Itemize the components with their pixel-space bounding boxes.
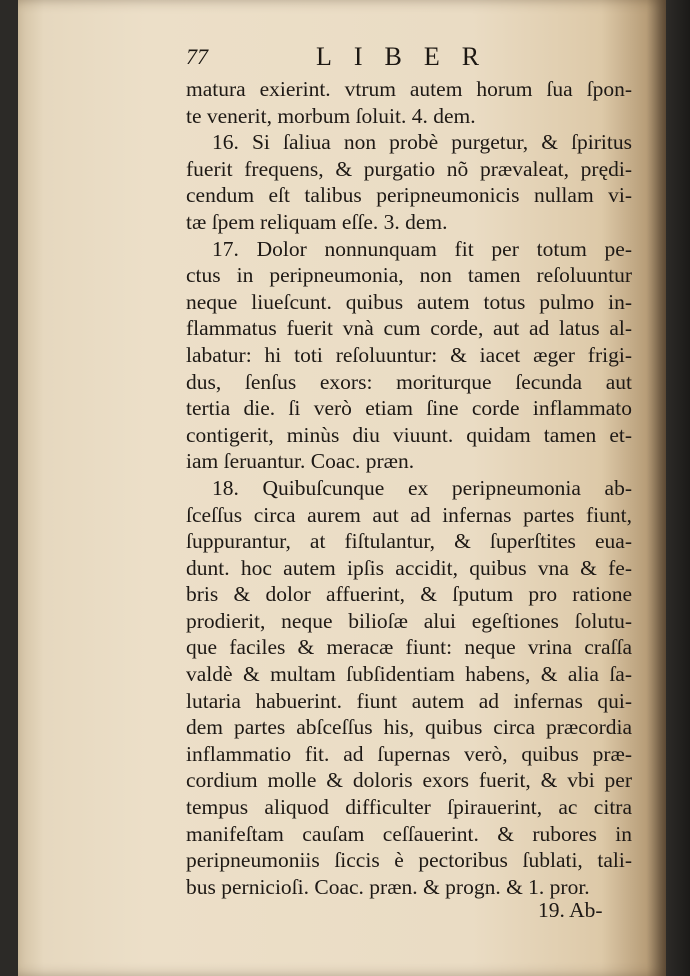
text-line: neque liueſcunt. quibus autem totus pulmo in- bbox=[186, 289, 632, 314]
text-line: inflammatio fit. ad ſupernas verò, quibus præ- bbox=[186, 741, 632, 766]
text-line: peripneumoniis ſiccis è pectoribus ſublati, tali- bbox=[186, 848, 632, 873]
text-line: valdè & multam ſubſidentiam habens, & alia ſa- bbox=[186, 662, 632, 687]
text-line: tertia die. ſi verò etiam ſine corde inflammato bbox=[186, 396, 632, 421]
text-line: ſuppurantur, at fiſtulantur, & ſuperſtites eua- bbox=[186, 529, 632, 554]
text-line: fuerit frequens, & purgatio nõ prævaleat, prędi- bbox=[186, 156, 632, 181]
text-line: tæ ſpem reliquam eſſe. 3. dem. bbox=[186, 209, 448, 234]
text-line: bris & dolor affuerint, & ſputum pro ratione bbox=[186, 582, 632, 607]
page-header bbox=[186, 44, 626, 74]
text-line: matura exierint. vtrum autem horum ſua ſpon- bbox=[186, 77, 632, 101]
text-line: ſceſſus circa aurem aut ad infernas partes fiunt, bbox=[186, 502, 632, 527]
text-line: dunt. hoc autem ipſis accidit, quibus vna & fe- bbox=[186, 555, 632, 580]
text-line: labatur: hi toti reſoluuntur: & iacet æger frigi- bbox=[186, 342, 632, 367]
text-line: 16. Si ſaliua non probè purgetur, & ſpiritus bbox=[212, 130, 632, 155]
running-title: LIBER bbox=[316, 42, 502, 71]
text-line: bus pernicioſi. Coac. præn. & progn. & 1. pror. bbox=[186, 874, 590, 899]
text-line: te venerit, morbum ſoluit. 4. dem. bbox=[186, 103, 476, 128]
text-line: cordium molle & doloris exors fuerit, & vbi per bbox=[186, 768, 632, 793]
text-line: 17. Dolor nonnunquam fit per totum pe- bbox=[212, 236, 632, 261]
catchword: 19. Ab- bbox=[538, 898, 603, 922]
text-line: tempus aliquod difficulter ſpirauerint, ac citra bbox=[186, 795, 632, 820]
text-line: ctus in peripneumonia, non tamen reſoluuntur bbox=[186, 263, 632, 288]
book-gutter-shadow bbox=[666, 0, 690, 976]
text-line: flammatus fuerit vnà cum corde, aut ad latus al- bbox=[186, 316, 632, 341]
text-line: 18. Quibuſcunque ex peripneumonia ab- bbox=[212, 475, 632, 500]
text-line: dem partes abſceſſus his, quibus circa præcordia bbox=[186, 715, 632, 740]
page-number: 77 bbox=[186, 44, 208, 69]
text-line: manifeſtam cauſam ceſſauerint. & rubores in bbox=[186, 821, 632, 846]
text-line: contigerit, minùs diu viuunt. quidam tamen et- bbox=[186, 422, 632, 447]
text-line: prodierit, neque bilioſæ alui egeſtiones ſolutu- bbox=[186, 608, 632, 633]
text-line: dus, ſenſus exors: moriturque ſecunda aut bbox=[186, 369, 632, 394]
text-line: iam ſeruantur. Coac. præn. bbox=[186, 449, 415, 474]
text-line: lutaria habuerint. fiunt autem ad infernas qui- bbox=[186, 688, 632, 713]
body-text bbox=[186, 76, 632, 900]
text-line: que faciles & meracæ fiunt: neque vrina craſſa bbox=[186, 635, 632, 660]
text-line: cendum eſt talibus peripneumonicis nullam vi- bbox=[186, 183, 632, 208]
book-page bbox=[18, 0, 666, 976]
